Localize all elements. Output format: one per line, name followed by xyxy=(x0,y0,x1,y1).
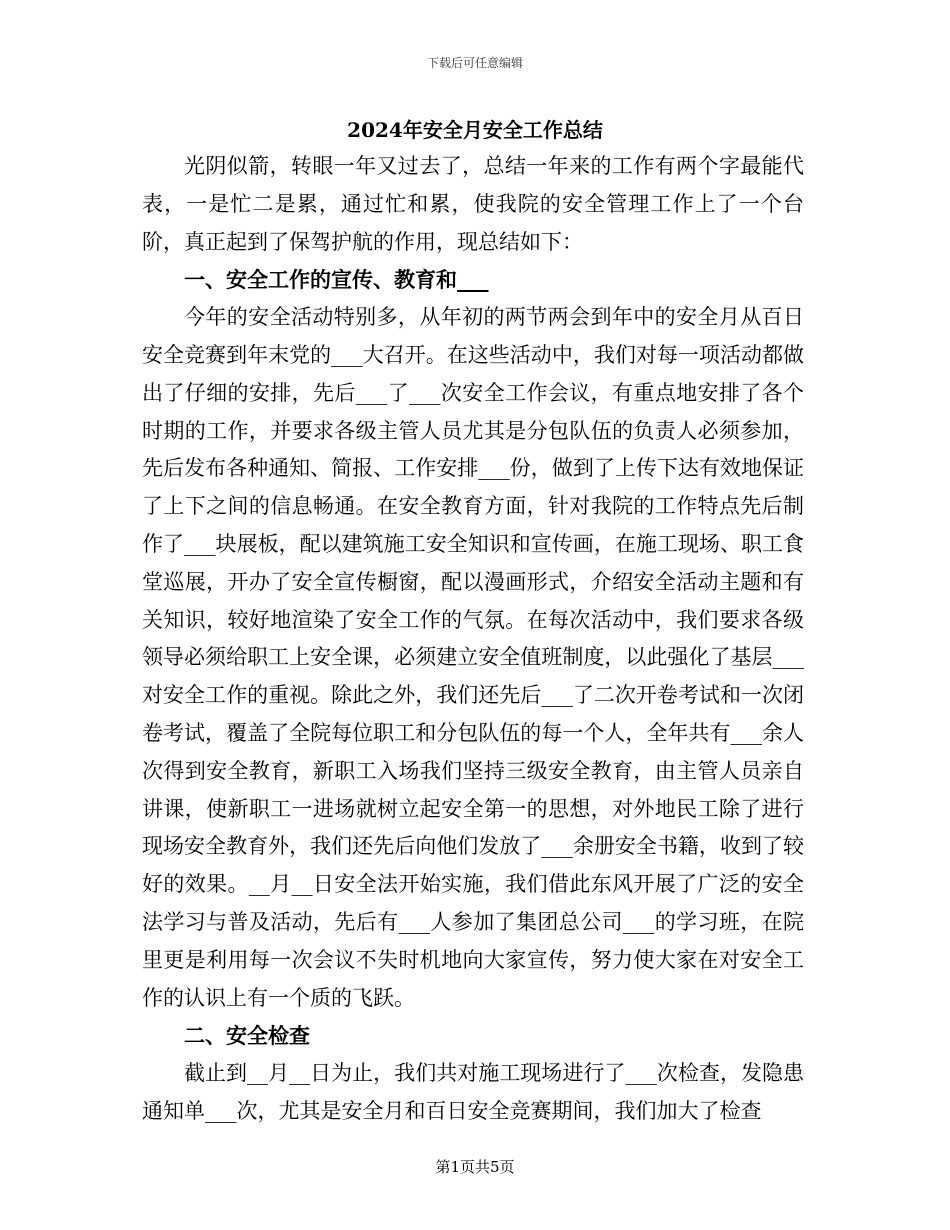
section-paragraph-1: 今年的安全活动特别多，从年初的两节两会到年中的安全月从百日安全竞赛到年末党的___大召开。在这些活动中，我们对每一项活动都做出了仔细的安排，先后___了___次安全工作会议，有重点地安排了各个时期的工作，并要求各级主管人员尤其是分包队伍的负责人必须参加，先后发布各种通知、简报、工作安排___份，做到了上传下达有效地保证了上下之间的信息畅通。在安全教育方面，针对我院的工作特点先后制作了___块展板，配以建筑施工安全知识和宣传画，在施工现场、职工食堂巡展，开办了安全宣传橱窗，配以漫画形式，介绍安全活动主题和有关知识，较好地渲染了安全工作的气氛。在每次活动中，我们要求各级领导必须给职工上安全课，必须建立安全值班制度，以此强化了基层___对安全工作的重视。除此之外，我们还先后___了二次开卷考试和一次闭卷考试，覆盖了全院每位职工和分包队伍的每一个人，全年共有___余人次得到安全教育，新职工入场我们坚持三级安全教育，由主管人员亲自讲课，使新职工一进场就树立起安全第一的思想，对外地民工除了进行现场安全教育外，我们还先后向他们发放了___余册安全书籍，收到了较好的效果。__月__日安全法开始实施，我们借此东风开展了广泛的安全法学习与普及活动，先后有___人参加了集团总公司___的学习班，在院里更是利用每一次会议不失时机地向大家宣传，努力使大家在对安全工作的认识上有一个质的飞跃。 xyxy=(142,305,804,1010)
intro-paragraph: 光阴似箭，转眼一年又过去了，总结一年来的工作有两个字最能代表，一是忙二是累，通过忙和累，使我院的安全管理工作上了一个台阶，真正起到了保驾护航的作用，现总结如下： xyxy=(142,154,804,254)
section-heading-1: 一、安全工作的宣传、教育和___ xyxy=(184,267,489,293)
document-title: 2024年安全月安全工作总结 xyxy=(347,118,603,142)
section-heading-2: 二、安全检查 xyxy=(184,1023,310,1049)
page-number: 第1页共5页 xyxy=(435,1158,515,1176)
section-paragraph-2: 截止到__月__日为止，我们共对施工现场进行了___次检查，发隐患通知单___次，尤其是安全月和百日安全竞赛期间，我们加大了检查 xyxy=(142,1061,804,1123)
document-body xyxy=(142,148,804,1131)
header-note: 下载后可任意编辑 xyxy=(426,56,523,70)
